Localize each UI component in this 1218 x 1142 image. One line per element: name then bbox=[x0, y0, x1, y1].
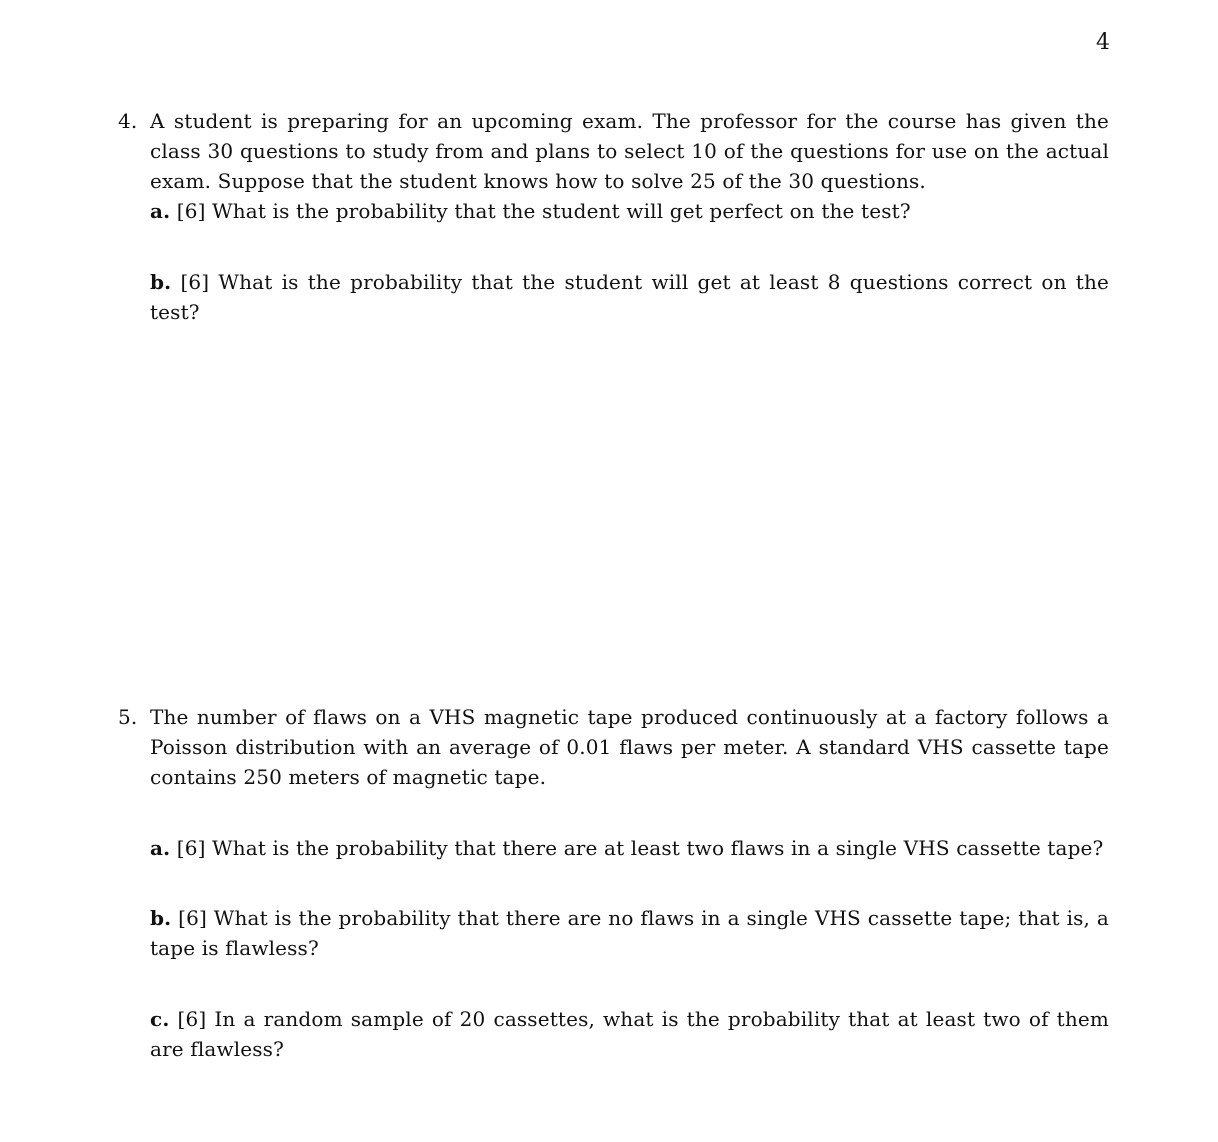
question-5-part-a-text: [6] What is the probability that there are at least two flaws in a single VHS cassette tape? bbox=[176, 836, 1104, 860]
question-4-part-a bbox=[150, 196, 1109, 226]
question-5-part-c-label: c. bbox=[150, 1007, 170, 1031]
question-5 bbox=[118, 702, 1109, 1064]
question-5-part-a bbox=[150, 833, 1109, 863]
question-5-part-c-text: [6] In a random sample of 20 cassettes, what is the probability that at least two of them are flawless? bbox=[150, 1007, 1109, 1061]
question-4-part-b-label: b. bbox=[150, 270, 172, 294]
question-5-part-b bbox=[150, 903, 1109, 963]
question-4-part-a-label: a. bbox=[150, 199, 171, 223]
question-4-part-b-text: [6] What is the probability that the student will get at least 8 questions correct on the test? bbox=[150, 270, 1109, 324]
question-4-number: 4. bbox=[118, 109, 138, 133]
question-5-number: 5. bbox=[118, 705, 138, 729]
page-number: 4 bbox=[1096, 30, 1110, 55]
question-4-part-a-text: [6] What is the probability that the student will get perfect on the test? bbox=[176, 199, 911, 223]
question-5-part-b-label: b. bbox=[150, 906, 172, 930]
question-5-text: The number of flaws on a VHS magnetic tape produced continuously at a factory follows a Poisson distribution with an average of 0.01 flaws per meter. A standard VHS cassette tape contains 250 meters of magnetic tape. bbox=[150, 705, 1109, 789]
question-5-part-a-label: a. bbox=[150, 836, 171, 860]
question-5-part-c bbox=[150, 1004, 1109, 1064]
question-5-part-b-text: [6] What is the probability that there are no flaws in a single VHS cassette tape; that is, a tape is flawless? bbox=[150, 906, 1109, 960]
question-4-text: A student is preparing for an upcoming exam. The professor for the course has given the class 30 questions to study from and plans to select 10 of the questions for use on the actual exam. Suppose that the student knows how to solve 25 of the 30 questions. bbox=[150, 109, 1109, 193]
question-4 bbox=[118, 106, 1109, 327]
question-4-part-b bbox=[150, 267, 1109, 327]
